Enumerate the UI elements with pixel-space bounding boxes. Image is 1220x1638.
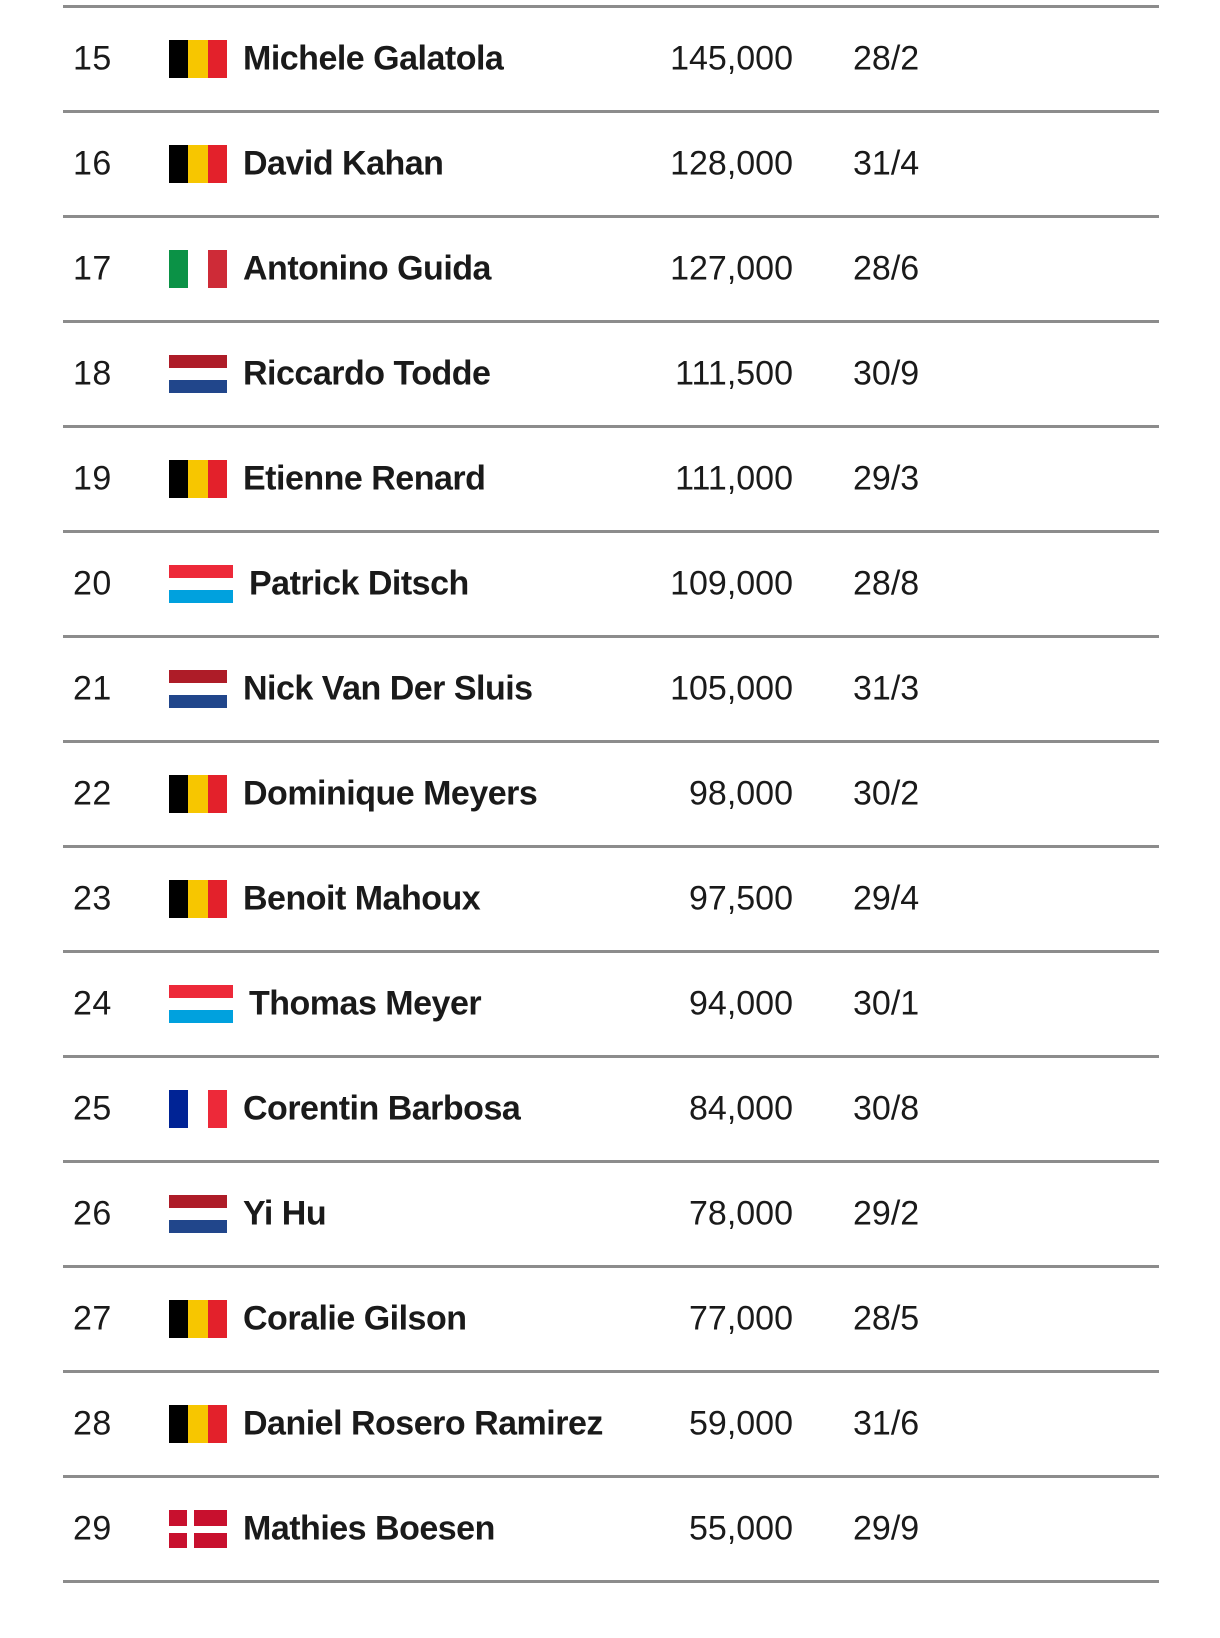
flag-be-icon	[169, 460, 227, 498]
flag-fr-icon	[169, 1090, 227, 1128]
score-value: 29/2	[853, 1194, 920, 1233]
score-value: 30/2	[853, 774, 920, 813]
player-name: Antonino Guida	[243, 249, 491, 288]
player-name: Yi Hu	[243, 1194, 327, 1233]
table-row	[63, 1478, 1159, 1583]
score-value: 30/1	[853, 984, 920, 1023]
player-name: Nick Van Der Sluis	[243, 669, 533, 708]
prize-amount: 105,000	[670, 669, 793, 708]
flag-dk-icon	[169, 1510, 227, 1548]
table-row	[63, 8, 1159, 113]
flag-lu-icon	[169, 985, 233, 1023]
rank-number: 23	[73, 879, 112, 918]
player-name: Benoit Mahoux	[243, 879, 481, 918]
rank-number: 16	[73, 144, 112, 183]
prize-amount: 94,000	[689, 984, 793, 1023]
prize-amount: 59,000	[689, 1404, 793, 1443]
player-name: Riccardo Todde	[243, 354, 491, 393]
player-name: Etienne Renard	[243, 459, 486, 498]
player-name: Thomas Meyer	[249, 984, 482, 1023]
prize-amount: 77,000	[689, 1299, 793, 1338]
flag-nl-icon	[169, 355, 227, 393]
prize-amount: 97,500	[689, 879, 793, 918]
score-value: 28/6	[853, 249, 920, 288]
rank-number: 24	[73, 984, 112, 1023]
prize-amount: 111,500	[675, 354, 793, 393]
flag-nl-icon	[169, 1195, 227, 1233]
table-row	[63, 113, 1159, 218]
table-row	[63, 1373, 1159, 1478]
rank-number: 22	[73, 774, 112, 813]
prize-amount: 55,000	[689, 1509, 793, 1548]
rank-number: 20	[73, 564, 112, 603]
flag-be-icon	[169, 40, 227, 78]
rank-number: 19	[73, 459, 112, 498]
flag-be-icon	[169, 145, 227, 183]
flag-be-icon	[169, 1300, 227, 1338]
prize-amount: 128,000	[670, 144, 793, 183]
rank-number: 17	[73, 249, 112, 288]
prize-amount: 109,000	[670, 564, 793, 603]
score-value: 30/8	[853, 1089, 920, 1128]
flag-lu-icon	[169, 565, 233, 603]
player-name: Coralie Gilson	[243, 1299, 467, 1338]
rank-number: 25	[73, 1089, 112, 1128]
table-row	[63, 533, 1159, 638]
score-value: 28/5	[853, 1299, 920, 1338]
score-value: 28/8	[853, 564, 920, 603]
prize-amount: 84,000	[689, 1089, 793, 1128]
ranking-rows	[63, 8, 1159, 1583]
table-row	[63, 743, 1159, 848]
rank-number: 29	[73, 1509, 112, 1548]
player-name: Patrick Ditsch	[249, 564, 469, 603]
score-value: 29/9	[853, 1509, 920, 1548]
score-value: 31/6	[853, 1404, 920, 1443]
flag-it-icon	[169, 250, 227, 288]
table-row	[63, 1268, 1159, 1373]
table-row	[63, 953, 1159, 1058]
table-row	[63, 848, 1159, 953]
player-name: Corentin Barbosa	[243, 1089, 521, 1128]
flag-nl-icon	[169, 670, 227, 708]
player-name: Michele Galatola	[243, 39, 504, 78]
rank-number: 27	[73, 1299, 112, 1338]
table-row	[63, 1058, 1159, 1163]
table-row	[63, 1163, 1159, 1268]
score-value: 31/3	[853, 669, 920, 708]
rank-number: 26	[73, 1194, 112, 1233]
player-name: Dominique Meyers	[243, 774, 538, 813]
rank-number: 28	[73, 1404, 112, 1443]
player-name: Daniel Rosero Ramirez	[243, 1404, 603, 1443]
rank-number: 15	[73, 39, 112, 78]
prize-amount: 78,000	[689, 1194, 793, 1233]
player-name: Mathies Boesen	[243, 1509, 495, 1548]
flag-be-icon	[169, 775, 227, 813]
ranking-table	[63, 5, 1159, 1583]
prize-amount: 98,000	[689, 774, 793, 813]
table-row	[63, 218, 1159, 323]
rank-number: 21	[73, 669, 112, 708]
flag-be-icon	[169, 1405, 227, 1443]
flag-be-icon	[169, 880, 227, 918]
prize-amount: 111,000	[675, 459, 793, 498]
score-value: 30/9	[853, 354, 920, 393]
prize-amount: 127,000	[670, 249, 793, 288]
table-row	[63, 323, 1159, 428]
player-name: David Kahan	[243, 144, 444, 183]
score-value: 29/4	[853, 879, 920, 918]
rank-number: 18	[73, 354, 112, 393]
table-row	[63, 638, 1159, 743]
score-value: 29/3	[853, 459, 920, 498]
table-row	[63, 428, 1159, 533]
score-value: 31/4	[853, 144, 920, 183]
score-value: 28/2	[853, 39, 920, 78]
prize-amount: 145,000	[670, 39, 793, 78]
